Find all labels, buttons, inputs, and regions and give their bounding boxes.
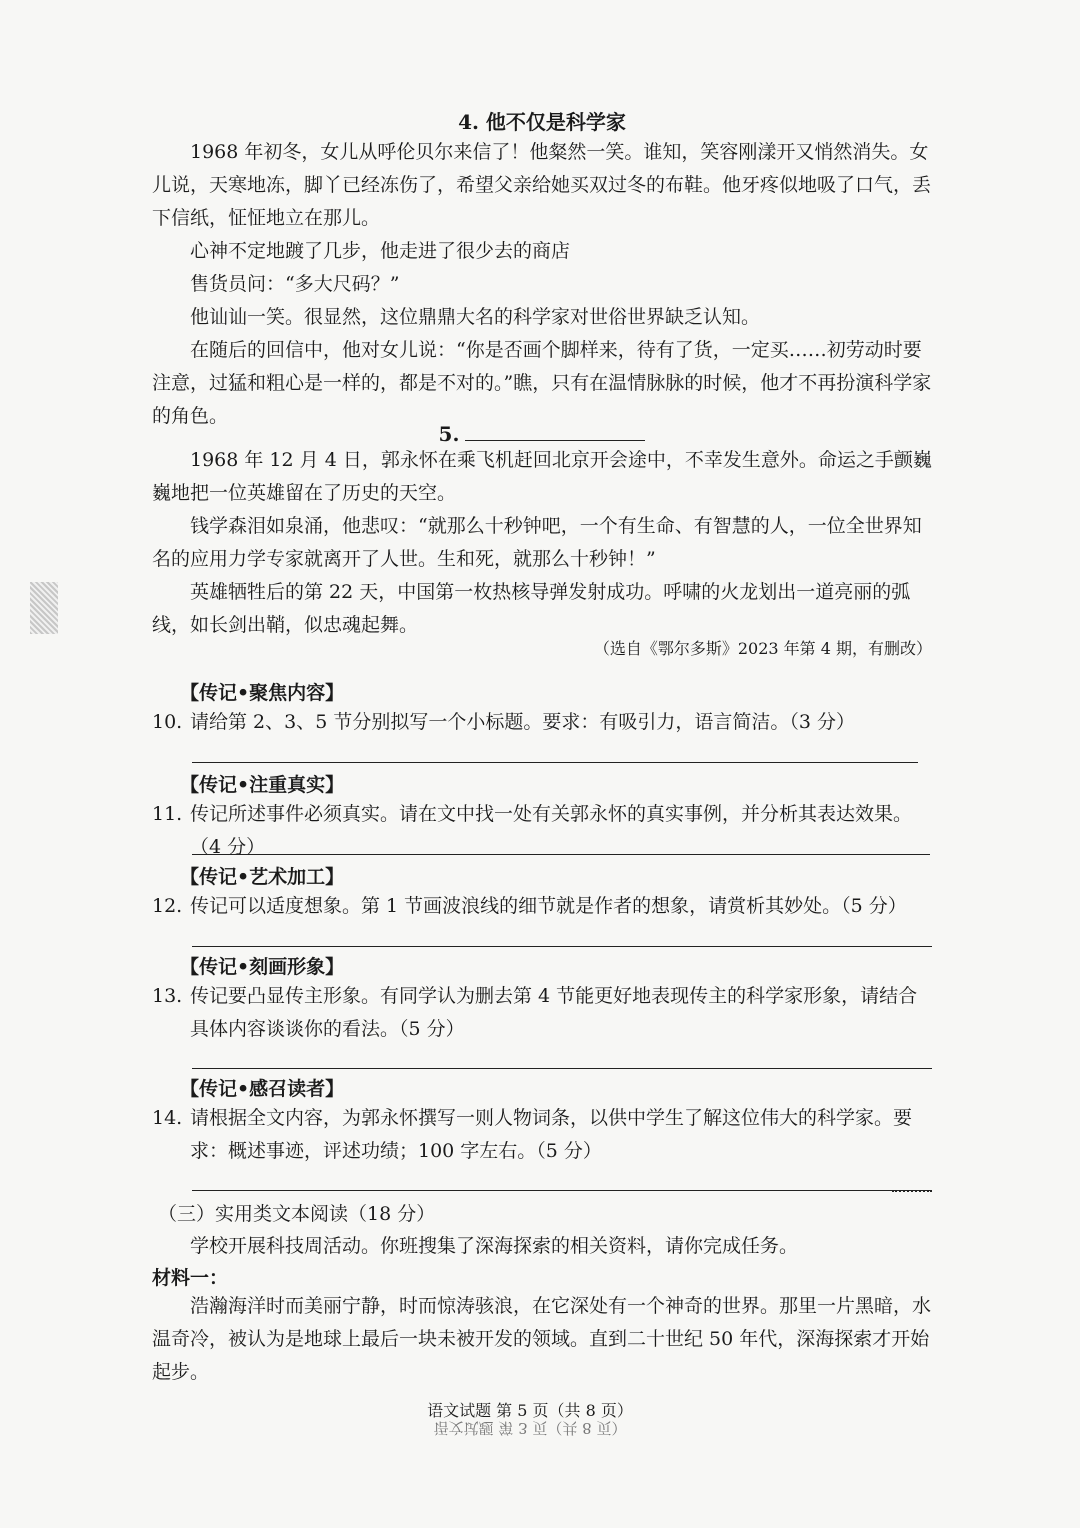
question-number: 10. <box>152 711 183 733</box>
part3-heading: （三）实用类文本阅读（18 分） <box>158 1203 436 1225</box>
question-number: 12. <box>152 895 183 917</box>
question-text: 传记可以适度想象。第 1 节画波浪线的细节就是作者的想象，请赏析其妙处。（5 分） <box>190 895 907 917</box>
question-tag: 【传记•感召读者】 <box>180 1078 345 1100</box>
material-label: 材料一： <box>152 1267 229 1289</box>
question-12 <box>152 890 932 923</box>
answer-line[interactable] <box>192 1190 932 1191</box>
paragraph: 他讪讪一笑。很显然，这位鼎鼎大名的科学家对世俗世界缺乏认知。 <box>190 306 761 328</box>
bleed-through-text: 语文试题 第 3 页（共 8 页） <box>433 1419 627 1437</box>
question-13 <box>152 980 932 1046</box>
material-text: 浩瀚海洋时而美丽宁静，时而惊涛骇浪，在它深处有一个神奇的世界。那里一片黑暗，水温奇冷，被认为是地球上最后一块未被开发的领域。直到二十世纪 50 年代，深海探索才开始起步。 <box>152 1295 932 1383</box>
paragraph: 1968 年 12 月 4 日，郭永怀在乘飞机赶回北京开会途中，不幸发生意外。命运之手颤巍巍地把一位英雄留在了历史的天空。 <box>152 449 932 504</box>
part3-intro: 学校开展科技周活动。你班搜集了深海探索的相关资料，请你完成任务。 <box>190 1235 799 1257</box>
question-text: 请根据全文内容，为郭永怀撰写一则人物词条，以供中学生了解这位伟大的科学家。要求：概述事迹，评述功绩；100 字左右。（5 分） <box>190 1107 913 1162</box>
section4-body <box>152 136 932 433</box>
paragraph: 在随后的回信中，他对女儿说：“你是否画个脚样来，待有了货，一定买……初劳动时要注意，过猛和粗心是一样的，都是不对的。”瞧，只有在温情脉脉的时候，他才不再扮演科学家的角色。 <box>152 339 932 427</box>
paragraph: 1968 年初冬，女儿从呼伦贝尔来信了！他粲然一笑。谁知，笑容刚漾开又悄然消失。女儿说，天寒地冻，脚丫已经冻伤了，希望父亲给她买双过冬的布鞋。他牙疼似地吸了口气，丢下信纸，怔怔地立在那儿。 <box>152 141 932 229</box>
answer-line[interactable] <box>192 854 930 855</box>
paragraph: 心神不定地踱了几步，他走进了很少去的商店 <box>190 240 571 262</box>
question-tag: 【传记•注重真实】 <box>180 774 345 796</box>
paragraph: 钱学森泪如泉涌，他悲叹：“就那么十秒钟吧，一个有生命、有智慧的人，一位全世界知名的应用力学专家就离开了人世。生和死，就那么十秒钟！” <box>152 515 922 570</box>
question-text: 传记所述事件必须真实。请在文中找一处有关郭永怀的真实事例，并分析其表达效果。（4 分） <box>190 803 913 858</box>
question-number: 11. <box>152 803 183 825</box>
question-10 <box>152 706 932 739</box>
qr-code-icon <box>30 582 58 634</box>
section5-body <box>152 444 932 642</box>
answer-line[interactable] <box>192 1068 932 1069</box>
question-text: 请给第 2、3、5 节分别拟写一个小标题。要求：有吸引力，语言简洁。（3 分） <box>190 711 855 733</box>
section5-number: 5. <box>438 422 460 446</box>
answer-line[interactable] <box>192 762 918 763</box>
question-tag: 【传记•刻画形象】 <box>180 956 345 978</box>
paragraph: 英雄牺牲后的第 22 天，中国第一枚热核导弹发射成功。呼啸的火龙划出一道亮丽的弧线，如长剑出鞘，似忠魂起舞。 <box>152 581 911 636</box>
source-citation: （选自《鄂尔多斯》2023 年第 4 期，有删改） <box>593 639 932 658</box>
page-footer: 语文试题 第 5 页（共 8 页） <box>427 1401 633 1420</box>
question-number: 13. <box>152 985 183 1007</box>
section4-title: 4. 他不仅是科学家 <box>458 110 626 134</box>
question-text: 传记要凸显传主形象。有同学认为删去第 4 节能更好地表现传主的科学家形象，请结合具体内容谈谈你的看法。（5 分） <box>190 985 918 1040</box>
question-tag: 【传记•艺术加工】 <box>180 866 345 888</box>
question-14 <box>152 1102 932 1168</box>
answer-line[interactable] <box>192 946 932 947</box>
question-tag: 【传记•聚焦内容】 <box>180 682 345 704</box>
paragraph: 售货员问：“多大尺码？” <box>190 273 400 295</box>
question-number: 14. <box>152 1107 183 1129</box>
section5-heading <box>152 418 932 446</box>
section5-title-blank[interactable] <box>465 418 645 441</box>
